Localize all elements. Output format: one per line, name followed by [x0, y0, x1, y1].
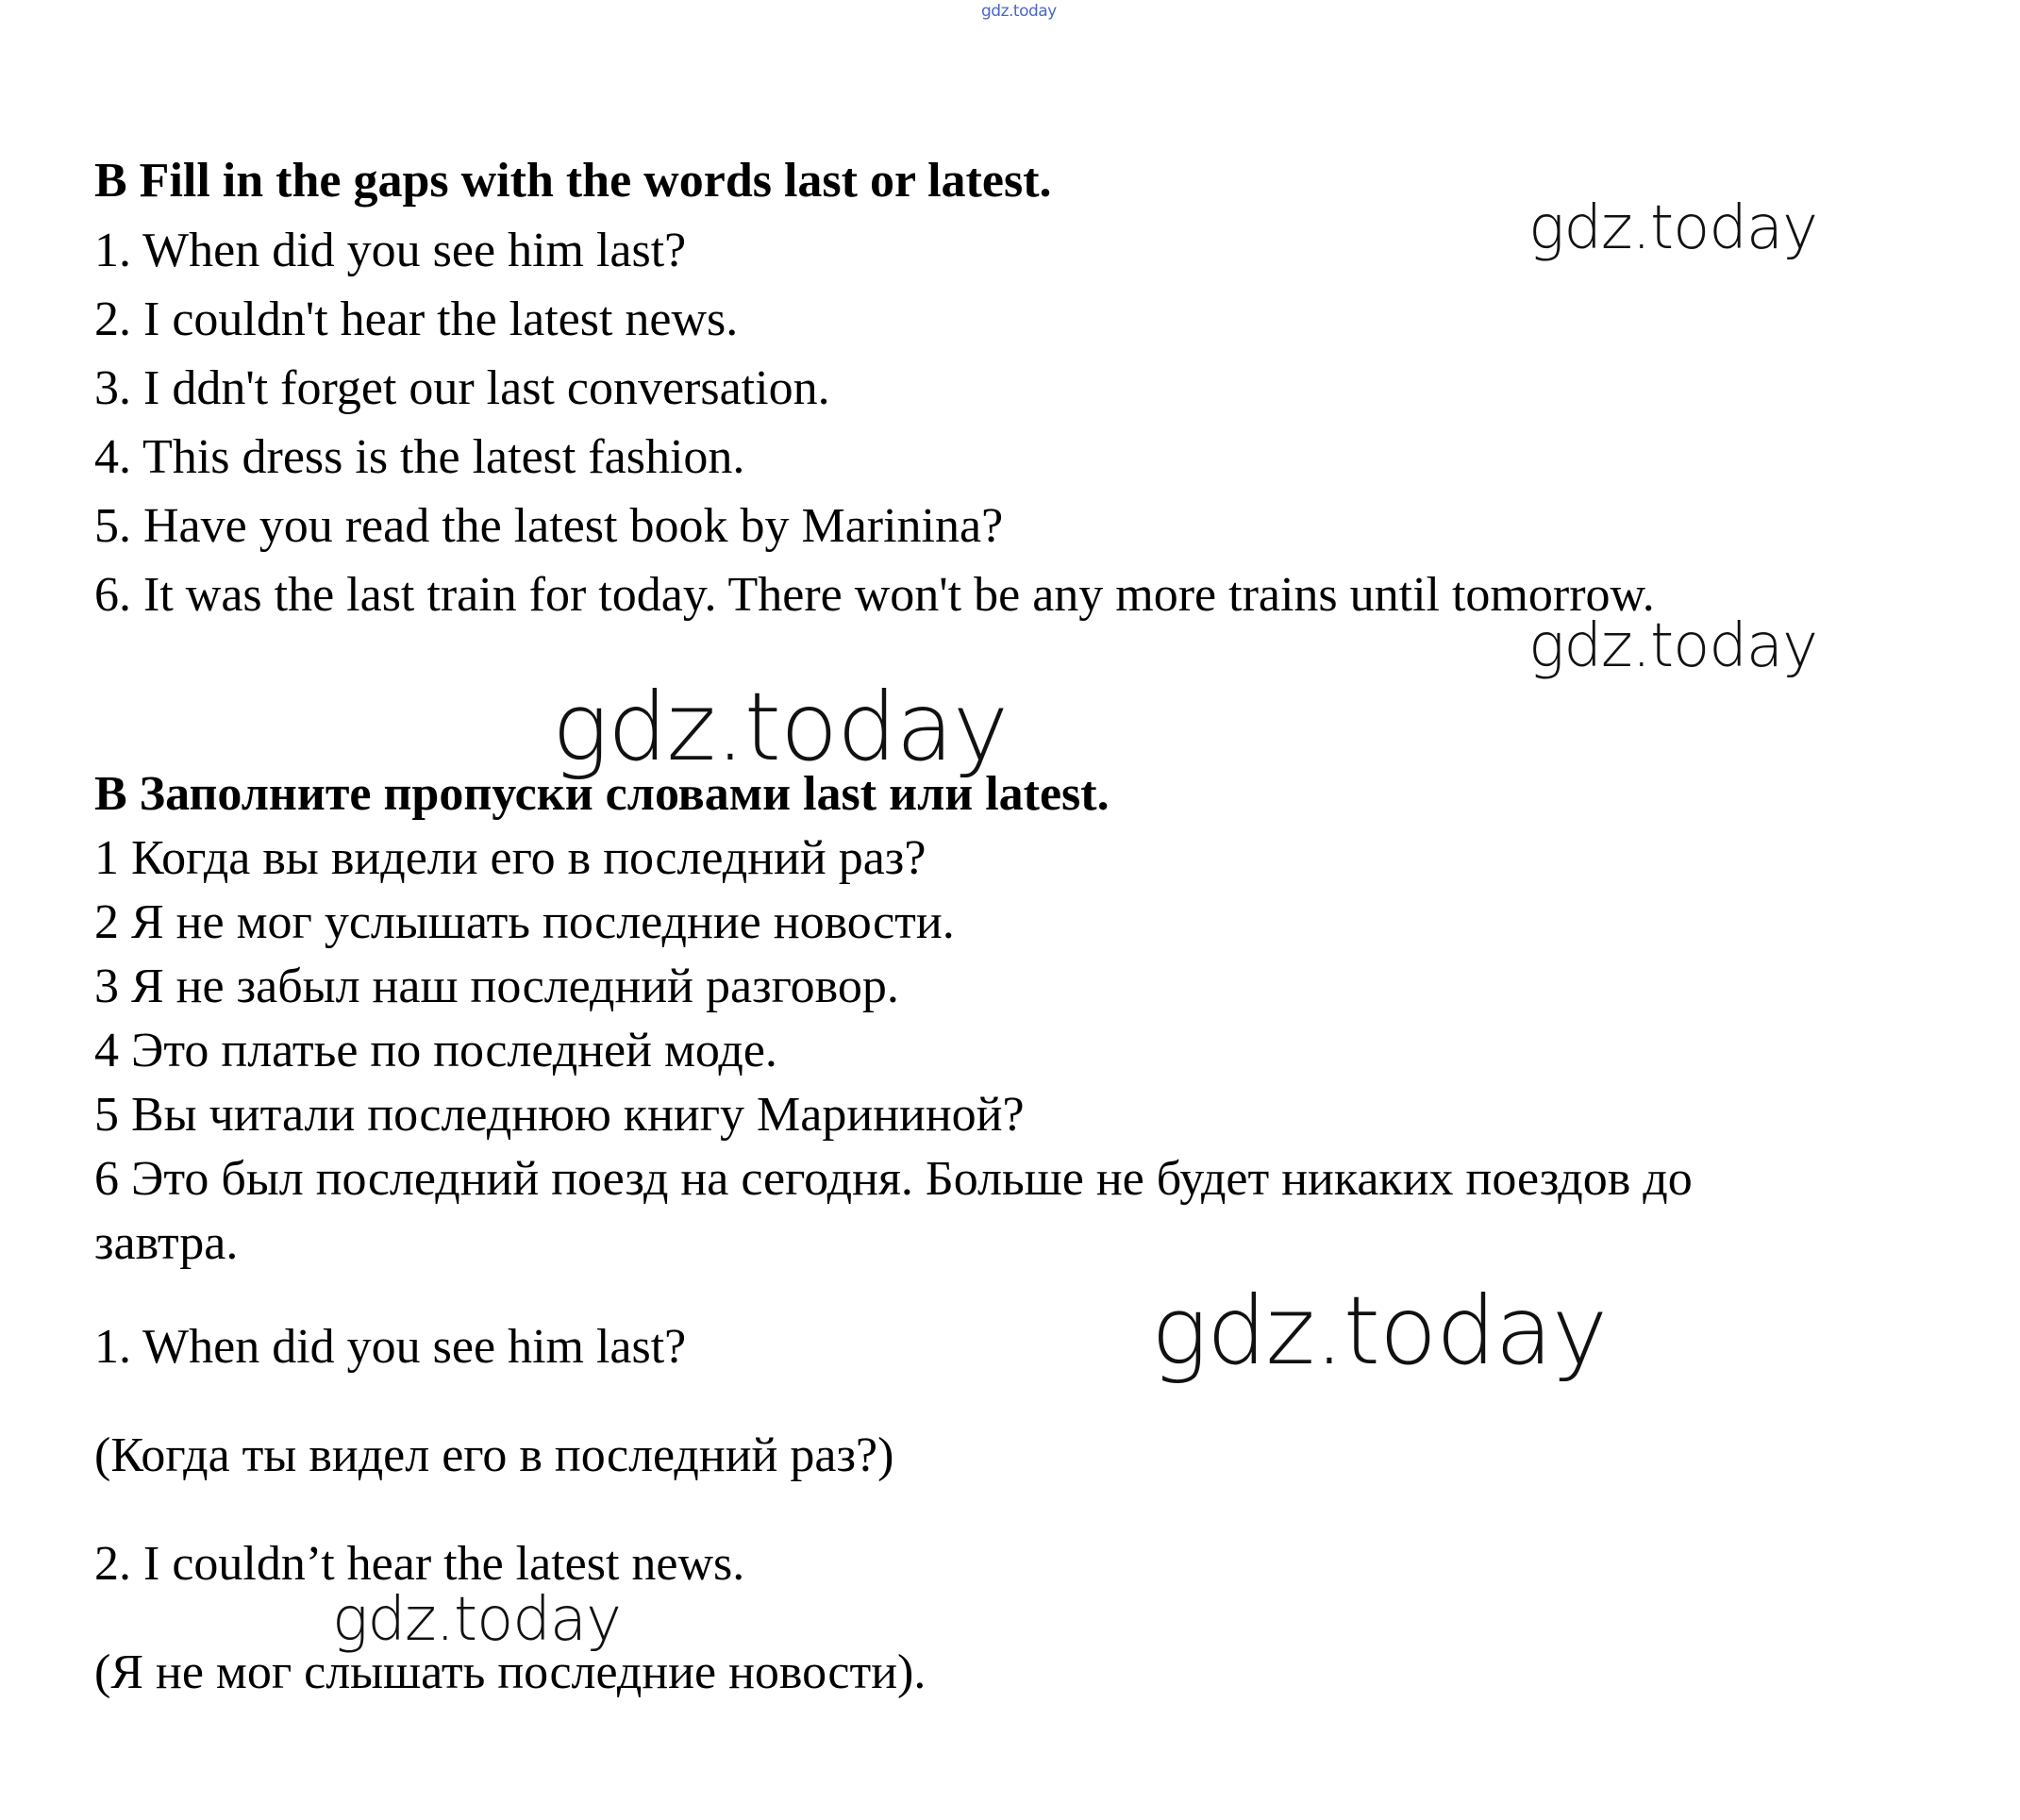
answer-translation-2: (Я не мог слышать последние новости). — [94, 1645, 927, 1699]
exercise-item-en-4: 4. This dress is the latest fashion. — [94, 430, 745, 484]
watermark: gdz.today — [332, 1585, 621, 1655]
exercise-item-ru-1: 1 Когда вы видели его в последний раз? — [94, 831, 927, 885]
exercise-item-en-5: 5. Have you read the latest book by Marinina? — [94, 499, 1004, 553]
exercise-item-ru-4: 4 Это платье по последней моде. — [94, 1024, 777, 1077]
exercise-item-en-2: 2. I couldn't hear the latest news. — [94, 292, 739, 346]
answer-sentence-2: 2. I couldn’t hear the latest news. — [94, 1537, 745, 1591]
exercise-heading-ru: В Заполните пропуски словами last или latest. — [94, 767, 1110, 821]
exercise-item-ru-5: 5 Вы читали последнюю книгу Марининой? — [94, 1088, 1025, 1142]
watermark: gdz.today — [1528, 611, 1817, 681]
watermark: gdz.today — [1528, 193, 1817, 263]
exercise-item-ru-6: 6 Это был последний поезд на сегодня. Больше не будет никаких поездов до — [94, 1152, 1693, 1206]
exercise-item-ru-3: 3 Я не забыл наш последний разговор. — [94, 960, 899, 1013]
exercise-item-ru-2: 2 Я не мог услышать последние новости. — [94, 895, 955, 949]
exercise-item-en-3: 3. I ddn't forget our last conversation. — [94, 361, 830, 415]
top-watermark: gdz.today — [981, 2, 1057, 21]
answer-translation-1: (Когда ты видел его в последний раз?) — [94, 1428, 894, 1482]
exercise-item-en-1: 1. When did you see him last? — [94, 224, 687, 277]
watermark: gdz.today — [1151, 1276, 1608, 1386]
watermark: gdz.today — [552, 672, 1009, 782]
exercise-heading-en: B Fill in the gaps with the words last or latest. — [94, 154, 1052, 208]
answer-sentence-1: 1. When did you see him last? — [94, 1320, 687, 1374]
exercise-item-en-6: 6. It was the last train for today. There won't be any more trains until tomorrow. — [94, 568, 1655, 622]
exercise-item-ru-6-continued: завтра. — [94, 1216, 239, 1270]
